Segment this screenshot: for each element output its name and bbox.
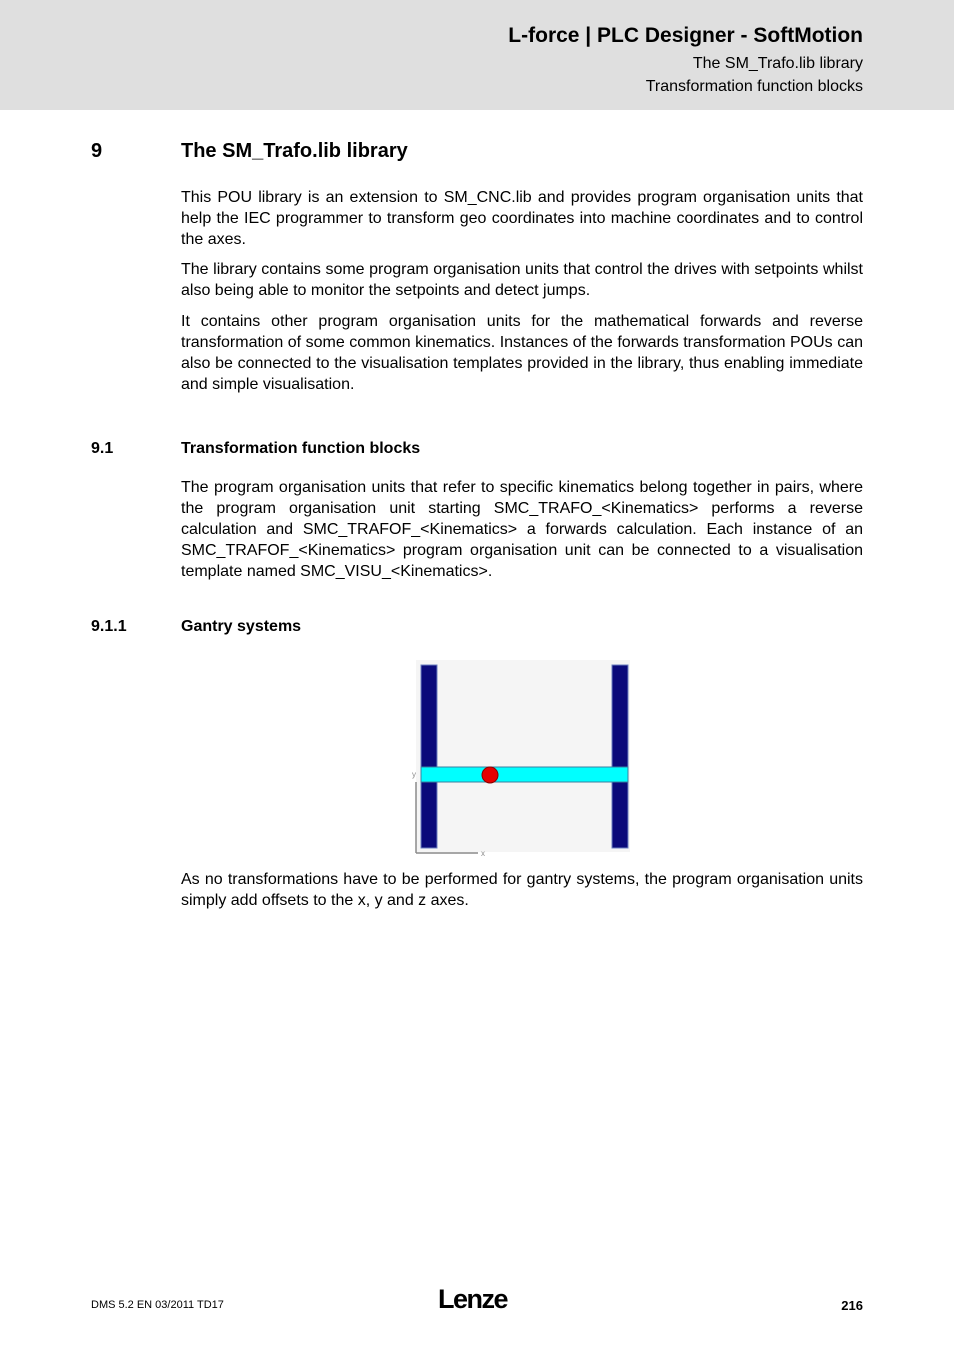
subsubsection-number: 9.1.1 <box>91 618 127 635</box>
gantry-diagram <box>410 660 636 858</box>
gantry-beam <box>421 767 628 782</box>
gantry-figure <box>410 660 636 858</box>
section-paragraph-1: This POU library is an extension to SM_CNC.lib and provides program organisation units that help the IEC programmer to transform geo coordinates into machine coordinates and to control the axes. <box>181 189 863 248</box>
right-pillar <box>612 665 628 848</box>
carriage-marker <box>482 767 498 783</box>
page-header <box>0 0 954 110</box>
section-paragraph-2: The library contains some program organisation units that control the drives with setpoints whilst also being able to monitor the setpoints and detect jumps. <box>181 261 863 299</box>
subsubsection-title: Gantry systems <box>181 618 302 635</box>
subsection-number: 9.1 <box>91 440 114 457</box>
header-section-line: Transformation function blocks <box>645 78 863 95</box>
left-pillar <box>421 665 437 848</box>
section-title: The SM_Trafo.lib library <box>181 140 408 162</box>
header-chapter-line: The SM_Trafo.lib library <box>692 55 863 72</box>
section-paragraph-3: It contains other program organisation units for the mathematical forwards and reverse transformation of some common kinematics. Instances of the forwards transformation POUs can also be connected to the visualisation templates provided in the library, thus enabling immediate and simple visualisation. <box>181 313 863 393</box>
lenze-logo: Lenze <box>438 1284 508 1314</box>
subsection-paragraph: The program organisation units that refer to specific kinematics belong together in pairs, where the program organisation unit starting SMC_TRAFO_<Kinematics> performs a reverse calculation and SMC_TRAFOF_<Kinematics> a forwards calculation. Each instance of an SMC_TRAFOF_<Kinematics> program organisation unit can be connected to a visualisation template named SMC_VISU_<Kinematics>. <box>181 479 863 580</box>
header-title: L-force | PLC Designer - SoftMotion <box>508 24 863 47</box>
subsubsection-paragraph: As no transformations have to be performed for gantry systems, the program organisation units simply add offsets to the x, y and z axes. <box>181 871 863 909</box>
y-axis-label: y <box>412 770 416 779</box>
subsection-title: Transformation function blocks <box>181 440 421 457</box>
page-number: 216 <box>841 1298 863 1313</box>
footer-document-id: DMS 5.2 EN 03/2011 TD17 <box>91 1299 224 1311</box>
x-axis-label: x <box>481 849 485 858</box>
figure-background <box>416 660 630 852</box>
section-number: 9 <box>91 140 103 162</box>
